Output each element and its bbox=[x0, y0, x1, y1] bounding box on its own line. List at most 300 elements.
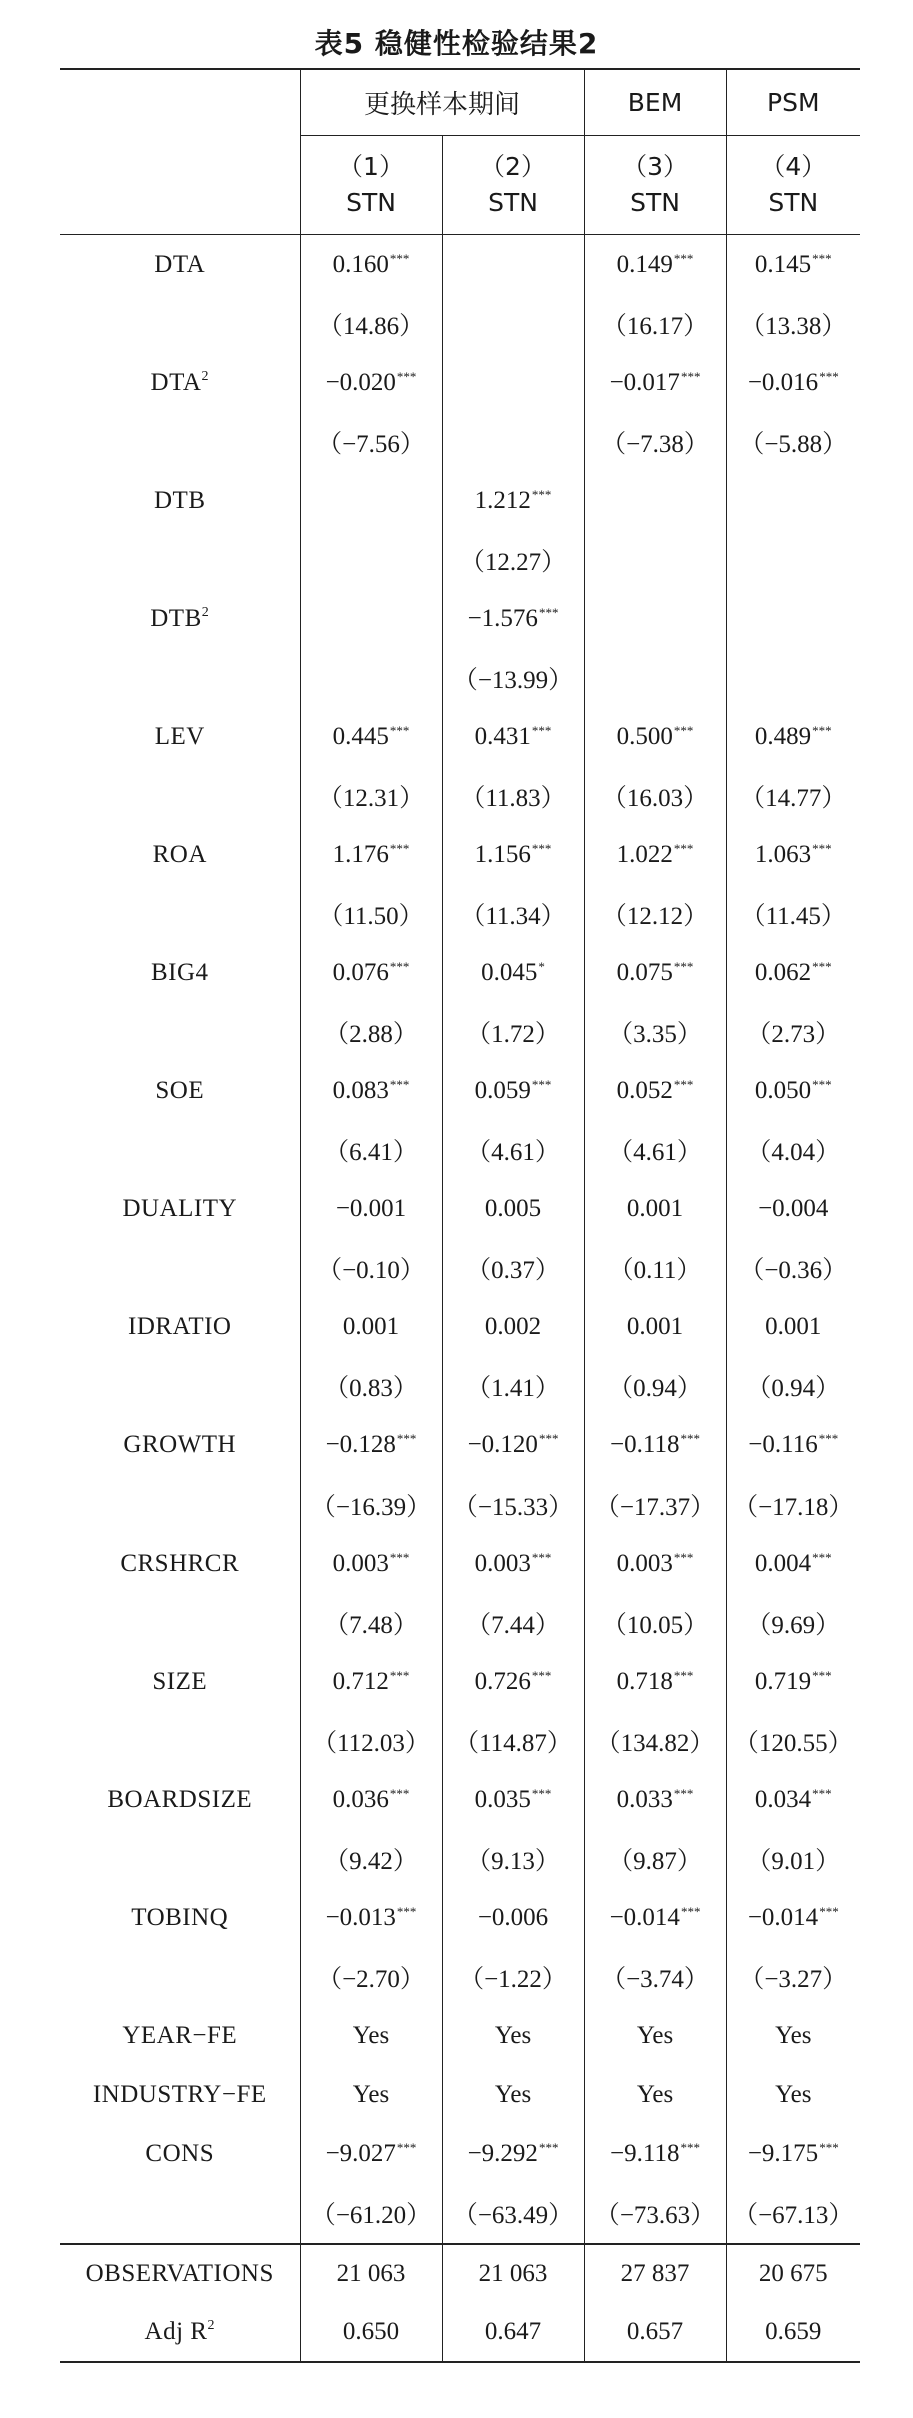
coefficient-value: −9.118 bbox=[610, 2140, 680, 2168]
t-stat-cell: （9.13） bbox=[442, 1829, 584, 1888]
group-header-bem: BEM bbox=[584, 69, 726, 136]
t-stat-row bbox=[60, 1357, 860, 1416]
t-stat-cell: （10.05） bbox=[584, 1593, 726, 1652]
coefficient-cell bbox=[584, 235, 726, 295]
t-stat-cell: （−1.22） bbox=[442, 1947, 584, 2006]
t-stat-cell: （12.27） bbox=[442, 530, 584, 589]
significance-stars: *** bbox=[389, 722, 410, 738]
t-stat-cell: （12.12） bbox=[584, 885, 726, 944]
coefficient-value: 0.003 bbox=[474, 1549, 531, 1577]
significance-stars: *** bbox=[819, 2140, 839, 2156]
significance-stars: *** bbox=[389, 1549, 410, 1565]
observations-cell: 21 063 bbox=[300, 2244, 442, 2303]
model-header-1 bbox=[300, 136, 442, 235]
row-label-cons bbox=[60, 2125, 300, 2184]
t-stat-row bbox=[60, 1239, 860, 1298]
row-label-empty bbox=[60, 530, 300, 589]
model-header-3 bbox=[584, 136, 726, 235]
observations-cell: 20 675 bbox=[726, 2244, 860, 2303]
row-label-empty bbox=[60, 1711, 300, 1770]
t-stat-row bbox=[60, 1947, 860, 2006]
coefficient-cell bbox=[442, 471, 584, 530]
row-label-empty bbox=[60, 294, 300, 353]
adj-r2-cell: 0.647 bbox=[442, 2303, 584, 2362]
observations-cell: 27 837 bbox=[584, 2244, 726, 2303]
coefficient-value: −0.116 bbox=[748, 1431, 818, 1459]
fixed-effect-cell: Yes bbox=[726, 2065, 860, 2124]
coefficient-value: 1.212 bbox=[474, 486, 531, 514]
coefficient-value: 0.059 bbox=[474, 1077, 531, 1105]
significance-stars: *** bbox=[673, 250, 694, 266]
coefficient-value: 0.489 bbox=[754, 722, 812, 750]
significance-stars: *** bbox=[680, 2140, 700, 2156]
variable-superscript: 2 bbox=[201, 604, 210, 620]
coefficient-value: 0.718 bbox=[616, 1667, 673, 1695]
variable-name: Adj R bbox=[144, 2317, 208, 2345]
coefficient-cell bbox=[442, 353, 584, 412]
row-label-idratio bbox=[60, 1298, 300, 1357]
coefficient-cell bbox=[726, 235, 860, 295]
coefficient-value: 0.500 bbox=[616, 722, 673, 750]
significance-stars: *** bbox=[673, 1785, 694, 1801]
coefficient-cell bbox=[584, 353, 726, 412]
significance-stars: *** bbox=[673, 959, 694, 975]
coefficient-row bbox=[60, 1770, 860, 1829]
t-stat-row bbox=[60, 294, 860, 353]
coefficient-value: 0.445 bbox=[332, 722, 389, 750]
significance-stars: *** bbox=[531, 1077, 552, 1093]
t-stat-cell: （7.48） bbox=[300, 1593, 442, 1652]
variable-name: SIZE bbox=[152, 1667, 208, 1695]
significance-stars: *** bbox=[812, 1549, 832, 1565]
row-label-big4 bbox=[60, 944, 300, 1003]
model-number: （3） bbox=[622, 152, 688, 181]
coefficient-value: −0.118 bbox=[610, 1431, 680, 1459]
coefficient-row bbox=[60, 1416, 860, 1475]
significance-stars: *** bbox=[812, 1667, 832, 1683]
coefficient-cell bbox=[584, 1888, 726, 1947]
coefficient-cell bbox=[726, 1416, 860, 1475]
coefficient-cell bbox=[726, 1770, 860, 1829]
coefficient-cell bbox=[442, 1652, 584, 1711]
t-stat-cell bbox=[726, 530, 860, 589]
t-stat-cell: （7.44） bbox=[442, 1593, 584, 1652]
coefficient-value: −0.001 bbox=[335, 1195, 407, 1223]
t-stat-row bbox=[60, 1711, 860, 1770]
coefficient-cell bbox=[442, 1888, 584, 1947]
coefficient-cell bbox=[584, 944, 726, 1003]
t-stat-cell: （−73.63） bbox=[584, 2184, 726, 2244]
model-header-4 bbox=[726, 136, 860, 235]
t-stat-cell: （0.83） bbox=[300, 1357, 442, 1416]
coefficient-cell bbox=[300, 235, 442, 295]
significance-stars: *** bbox=[389, 1785, 410, 1801]
t-stat-cell: （16.03） bbox=[584, 766, 726, 825]
model-number: （2） bbox=[480, 152, 546, 181]
coefficient-value: 0.005 bbox=[484, 1195, 542, 1223]
t-stat-row bbox=[60, 1475, 860, 1534]
coefficient-value: 0.431 bbox=[474, 722, 531, 750]
row-label-growth bbox=[60, 1416, 300, 1475]
t-stat-cell: （4.61） bbox=[442, 1121, 584, 1180]
coefficient-value: 1.022 bbox=[616, 840, 673, 868]
variable-name: YEAR−FE bbox=[122, 2021, 238, 2049]
coefficient-value: 0.001 bbox=[765, 1313, 822, 1341]
variable-name: CRSHRCR bbox=[120, 1549, 240, 1577]
header-corner bbox=[60, 69, 300, 136]
coefficient-cell bbox=[442, 1534, 584, 1593]
t-stat-cell: （−0.10） bbox=[300, 1239, 442, 1298]
coefficient-cell bbox=[300, 471, 442, 530]
coefficient-cell bbox=[584, 1062, 726, 1121]
row-label-tobinq bbox=[60, 1888, 300, 1947]
coefficient-value: 0.001 bbox=[626, 1313, 684, 1341]
t-stat-cell: （3.35） bbox=[584, 1003, 726, 1062]
coefficient-value: −0.017 bbox=[609, 368, 680, 396]
coefficient-value: 0.001 bbox=[626, 1195, 684, 1223]
row-label-soe bbox=[60, 1062, 300, 1121]
significance-stars: *** bbox=[819, 368, 839, 384]
t-stat-row bbox=[60, 1121, 860, 1180]
significance-stars: *** bbox=[673, 722, 694, 738]
coefficient-cell bbox=[442, 1770, 584, 1829]
t-stat-cell: （13.38） bbox=[726, 294, 860, 353]
coefficient-cell bbox=[726, 1180, 860, 1239]
significance-stars: *** bbox=[531, 722, 552, 738]
t-stat-row bbox=[60, 1829, 860, 1888]
significance-stars: * bbox=[538, 959, 545, 975]
row-label-empty bbox=[60, 766, 300, 825]
coefficient-row bbox=[60, 1534, 860, 1593]
coefficient-value: 0.002 bbox=[484, 1313, 542, 1341]
coefficient-cell bbox=[726, 1888, 860, 1947]
coefficient-cell bbox=[300, 1652, 442, 1711]
dependent-variable: STN bbox=[346, 188, 396, 217]
coefficient-value: 0.076 bbox=[332, 959, 389, 987]
t-stat-row bbox=[60, 885, 860, 944]
row-label-empty bbox=[60, 1121, 300, 1180]
coefficient-value: −0.014 bbox=[747, 1903, 819, 1931]
coefficient-cell bbox=[442, 1180, 584, 1239]
coefficient-cell bbox=[726, 944, 860, 1003]
coefficient-value: 1.063 bbox=[754, 840, 812, 868]
row-label-boardsize bbox=[60, 1770, 300, 1829]
coefficient-cell bbox=[584, 1652, 726, 1711]
coefficient-value: 0.145 bbox=[754, 250, 812, 278]
coefficient-value: −9.175 bbox=[747, 2140, 819, 2168]
coefficient-cell bbox=[726, 2125, 860, 2184]
t-stat-cell: （0.11） bbox=[584, 1239, 726, 1298]
t-stat-cell bbox=[442, 294, 584, 353]
significance-stars: *** bbox=[396, 1431, 417, 1447]
t-stat-cell: （14.77） bbox=[726, 766, 860, 825]
coefficient-cell bbox=[442, 1298, 584, 1357]
t-stat-cell: （11.34） bbox=[442, 885, 584, 944]
t-stat-cell: （−63.49） bbox=[442, 2184, 584, 2244]
t-stat-cell: （−61.20） bbox=[300, 2184, 442, 2244]
significance-stars: *** bbox=[680, 368, 701, 384]
fixed-effect-cell: Yes bbox=[300, 2065, 442, 2124]
t-stat-cell: （−7.38） bbox=[584, 412, 726, 471]
t-stat-cell: （9.01） bbox=[726, 1829, 860, 1888]
coefficient-cell bbox=[442, 235, 584, 295]
significance-stars: *** bbox=[531, 1549, 552, 1565]
significance-stars: *** bbox=[396, 1903, 417, 1919]
coefficient-value: −0.020 bbox=[325, 368, 396, 396]
coefficient-cell bbox=[300, 1770, 442, 1829]
variable-name: BIG4 bbox=[150, 959, 209, 987]
coefficient-cell bbox=[300, 1062, 442, 1121]
significance-stars: *** bbox=[531, 1667, 552, 1683]
row-label-empty bbox=[60, 1947, 300, 2006]
coefficient-value: 0.045 bbox=[481, 959, 538, 987]
coefficient-cell bbox=[300, 825, 442, 884]
variable-name: TOBINQ bbox=[131, 1903, 229, 1931]
t-stat-cell: （−5.88） bbox=[726, 412, 860, 471]
significance-stars: *** bbox=[389, 840, 410, 856]
row-label-adj-r2 bbox=[60, 2303, 300, 2362]
coefficient-cell bbox=[584, 1298, 726, 1357]
t-stat-cell: （−15.33） bbox=[442, 1475, 584, 1534]
coefficient-value: −0.128 bbox=[325, 1431, 396, 1459]
t-stat-cell: （−7.56） bbox=[300, 412, 442, 471]
t-stat-cell: （4.04） bbox=[726, 1121, 860, 1180]
adj-r2-row bbox=[60, 2303, 860, 2362]
t-stat-cell: （−2.70） bbox=[300, 1947, 442, 2006]
t-stat-cell bbox=[300, 648, 442, 707]
t-stat-cell: （14.86） bbox=[300, 294, 442, 353]
row-label-fixed-effect bbox=[60, 2065, 300, 2124]
row-label-empty bbox=[60, 648, 300, 707]
coefficient-value: 1.176 bbox=[332, 840, 389, 868]
coefficient-row bbox=[60, 1180, 860, 1239]
row-label-empty bbox=[60, 1239, 300, 1298]
fixed-effect-cell: Yes bbox=[442, 2065, 584, 2124]
coefficient-row bbox=[60, 825, 860, 884]
significance-stars: *** bbox=[673, 1667, 694, 1683]
coefficient-row bbox=[60, 707, 860, 766]
t-stat-cell: （1.72） bbox=[442, 1003, 584, 1062]
t-stat-cell: （1.41） bbox=[442, 1357, 584, 1416]
coefficient-cell bbox=[442, 1416, 584, 1475]
t-stat-row bbox=[60, 1593, 860, 1652]
coefficient-cell bbox=[726, 1298, 860, 1357]
significance-stars: *** bbox=[389, 1077, 410, 1093]
fixed-effect-row bbox=[60, 2006, 860, 2065]
t-stat-cell: （0.94） bbox=[726, 1357, 860, 1416]
fixed-effect-cell: Yes bbox=[442, 2006, 584, 2065]
coefficient-cell bbox=[442, 707, 584, 766]
coefficient-cell bbox=[300, 1180, 442, 1239]
t-stat-cell: （−16.39） bbox=[300, 1475, 442, 1534]
significance-stars: *** bbox=[819, 1903, 839, 1919]
dependent-variable: STN bbox=[768, 188, 819, 217]
significance-stars: *** bbox=[673, 840, 694, 856]
t-stat-cell bbox=[584, 530, 726, 589]
coefficient-value: 0.083 bbox=[332, 1077, 389, 1105]
coefficient-value: 0.035 bbox=[474, 1785, 531, 1813]
coefficient-value: −0.006 bbox=[477, 1903, 549, 1931]
coefficient-cell bbox=[584, 825, 726, 884]
adj-r2-cell: 0.659 bbox=[726, 2303, 860, 2362]
t-stat-cell: （16.17） bbox=[584, 294, 726, 353]
t-stat-cell: （2.73） bbox=[726, 1003, 860, 1062]
row-label-dta bbox=[60, 235, 300, 295]
variable-name: LEV bbox=[154, 722, 205, 750]
row-label-size bbox=[60, 1652, 300, 1711]
row-label-empty bbox=[60, 885, 300, 944]
coefficient-row bbox=[60, 2125, 860, 2184]
coefficient-value: −9.292 bbox=[467, 2140, 538, 2168]
significance-stars: *** bbox=[389, 959, 410, 975]
t-stat-cell: （−3.74） bbox=[584, 1947, 726, 2006]
significance-stars: *** bbox=[538, 2140, 559, 2156]
significance-stars: *** bbox=[538, 604, 559, 620]
fixed-effect-cell: Yes bbox=[584, 2065, 726, 2124]
coefficient-value: 0.160 bbox=[332, 250, 389, 278]
significance-stars: *** bbox=[812, 1785, 832, 1801]
coefficient-cell bbox=[726, 1062, 860, 1121]
row-label-empty bbox=[60, 1829, 300, 1888]
t-stat-row bbox=[60, 1003, 860, 1062]
coefficient-cell bbox=[584, 707, 726, 766]
fixed-effect-cell: Yes bbox=[300, 2006, 442, 2065]
t-stat-cell: （2.88） bbox=[300, 1003, 442, 1062]
variable-name: CONS bbox=[145, 2140, 215, 2168]
coefficient-row bbox=[60, 944, 860, 1003]
fixed-effect-row bbox=[60, 2065, 860, 2124]
model-header-2 bbox=[442, 136, 584, 235]
coefficient-value: 0.001 bbox=[342, 1313, 400, 1341]
t-stat-cell: （−67.13） bbox=[726, 2184, 860, 2244]
coefficient-value: 0.004 bbox=[754, 1549, 812, 1577]
coefficient-cell bbox=[442, 1062, 584, 1121]
significance-stars: *** bbox=[818, 1431, 839, 1447]
coefficient-value: −0.004 bbox=[758, 1195, 829, 1223]
row-label-duality bbox=[60, 1180, 300, 1239]
t-stat-cell: （−13.99） bbox=[442, 648, 584, 707]
significance-stars: *** bbox=[531, 1785, 552, 1801]
t-stat-row bbox=[60, 766, 860, 825]
significance-stars: *** bbox=[812, 959, 832, 975]
coefficient-row bbox=[60, 471, 860, 530]
coefficient-value: 0.034 bbox=[754, 1785, 812, 1813]
coefficient-value: 0.726 bbox=[474, 1667, 531, 1695]
t-stat-cell: （0.94） bbox=[584, 1357, 726, 1416]
significance-stars: *** bbox=[396, 368, 417, 384]
row-label-dtb bbox=[60, 471, 300, 530]
row-label-empty bbox=[60, 1003, 300, 1062]
group-header-psm: PSM bbox=[726, 69, 860, 136]
significance-stars: *** bbox=[673, 1077, 694, 1093]
row-label-empty bbox=[60, 1593, 300, 1652]
t-stat-cell: （11.50） bbox=[300, 885, 442, 944]
coefficient-value: 0.050 bbox=[754, 1077, 812, 1105]
variable-name: DTA bbox=[154, 250, 206, 278]
row-label-observations bbox=[60, 2244, 300, 2303]
t-stat-cell: （9.87） bbox=[584, 1829, 726, 1888]
coefficient-value: 0.033 bbox=[616, 1785, 673, 1813]
t-stat-cell: （4.61） bbox=[584, 1121, 726, 1180]
t-stat-cell: （11.45） bbox=[726, 885, 860, 944]
coefficient-value: 0.003 bbox=[332, 1549, 389, 1577]
row-label-empty bbox=[60, 412, 300, 471]
variable-name: DTB bbox=[154, 486, 206, 514]
coefficient-cell bbox=[726, 1534, 860, 1593]
dependent-variable: STN bbox=[630, 188, 680, 217]
t-stat-cell: （9.42） bbox=[300, 1829, 442, 1888]
coefficient-value: −0.013 bbox=[325, 1903, 396, 1931]
variable-name: IDRATIO bbox=[128, 1313, 232, 1341]
t-stat-cell: （114.87） bbox=[442, 1711, 584, 1770]
variable-name: DTA bbox=[150, 368, 202, 396]
header-model-row bbox=[60, 136, 860, 235]
significance-stars: *** bbox=[531, 486, 552, 502]
coefficient-cell bbox=[726, 1652, 860, 1711]
variable-name: OBSERVATIONS bbox=[85, 2259, 274, 2287]
variable-name: SOE bbox=[155, 1077, 205, 1105]
adj-r2-cell: 0.650 bbox=[300, 2303, 442, 2362]
t-stat-cell bbox=[442, 412, 584, 471]
t-stat-cell: （−17.37） bbox=[584, 1475, 726, 1534]
significance-stars: *** bbox=[812, 840, 832, 856]
coefficient-value: 0.062 bbox=[754, 959, 812, 987]
significance-stars: *** bbox=[389, 250, 410, 266]
coefficient-row bbox=[60, 1298, 860, 1357]
coefficient-value: −0.014 bbox=[609, 1903, 680, 1931]
significance-stars: *** bbox=[531, 840, 552, 856]
variable-name: GROWTH bbox=[123, 1431, 237, 1459]
table-title: 表5 稳健性检验结果2 bbox=[314, 27, 599, 60]
significance-stars: *** bbox=[673, 1549, 694, 1565]
coefficient-value: −0.016 bbox=[747, 368, 819, 396]
coefficient-value: −9.027 bbox=[325, 2140, 396, 2168]
coefficient-row bbox=[60, 353, 860, 412]
coefficient-cell bbox=[300, 2125, 442, 2184]
coefficient-cell bbox=[726, 707, 860, 766]
coefficient-cell bbox=[300, 1888, 442, 1947]
coefficient-cell bbox=[726, 353, 860, 412]
coefficient-value: 0.003 bbox=[616, 1549, 673, 1577]
t-stat-cell: （120.55） bbox=[726, 1711, 860, 1770]
coefficient-value: −1.576 bbox=[467, 604, 538, 632]
variable-name: DUALITY bbox=[122, 1195, 238, 1223]
coefficient-value: 1.156 bbox=[474, 840, 531, 868]
significance-stars: *** bbox=[396, 2140, 417, 2156]
significance-stars: *** bbox=[812, 1077, 832, 1093]
regression-table bbox=[60, 68, 860, 2363]
coefficient-value: 0.036 bbox=[332, 1785, 389, 1813]
coefficient-value: 0.719 bbox=[754, 1667, 812, 1695]
coefficient-value: −0.120 bbox=[467, 1431, 538, 1459]
coefficient-value: 0.712 bbox=[332, 1667, 389, 1695]
coefficient-cell bbox=[584, 1416, 726, 1475]
row-label-roa bbox=[60, 825, 300, 884]
row-label-dtb-squared bbox=[60, 589, 300, 648]
variable-name: DTB bbox=[150, 604, 202, 632]
row-label-empty bbox=[60, 2184, 300, 2244]
group-header-sample-period: 更换样本期间 bbox=[300, 69, 584, 136]
adj-r2-cell: 0.657 bbox=[584, 2303, 726, 2362]
model-number: （4） bbox=[760, 152, 827, 181]
row-label-crshrcr bbox=[60, 1534, 300, 1593]
coefficient-row bbox=[60, 589, 860, 648]
observations-row bbox=[60, 2244, 860, 2303]
row-label-lev bbox=[60, 707, 300, 766]
coefficient-row bbox=[60, 1888, 860, 1947]
t-stat-cell bbox=[726, 648, 860, 707]
coefficient-cell bbox=[726, 589, 860, 648]
